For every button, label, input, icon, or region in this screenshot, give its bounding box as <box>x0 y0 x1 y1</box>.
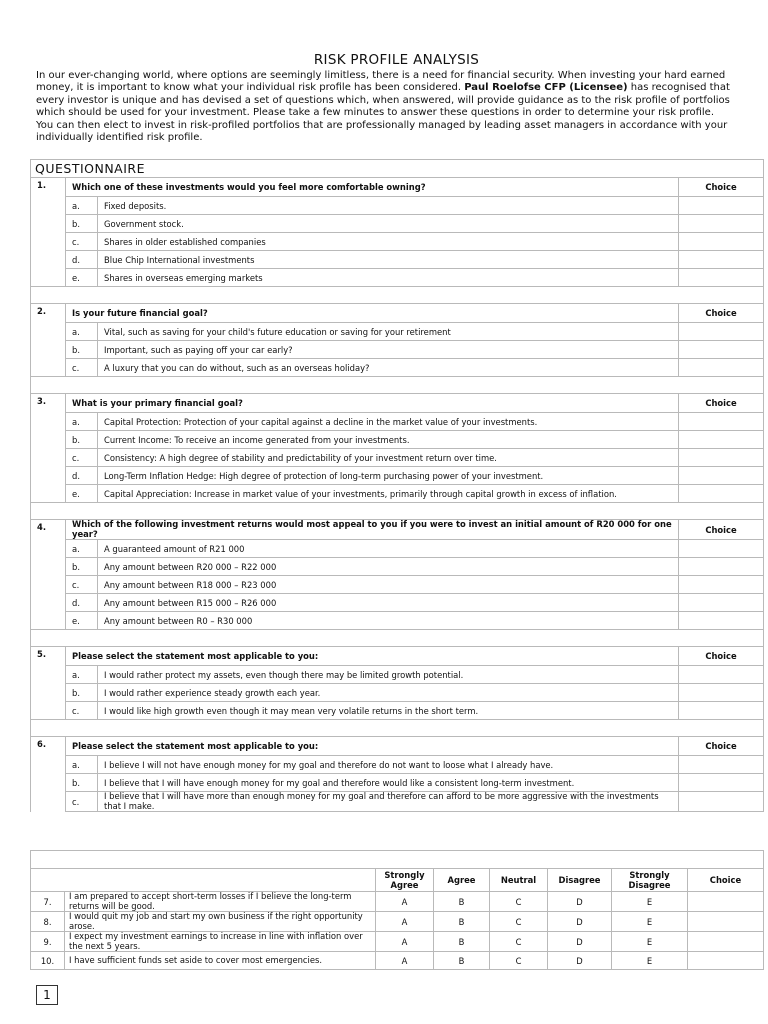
scale-row <box>31 952 764 970</box>
choice-cell[interactable] <box>679 323 764 341</box>
option-letter: b. <box>66 341 98 359</box>
option-text: A guaranteed amount of R21 000 <box>98 540 679 558</box>
option-text: I would rather experience steady growth each year. <box>98 684 679 702</box>
choice-header: Choice <box>679 394 764 413</box>
statement-number: 8. <box>31 912 65 932</box>
option-text: Shares in older established companies <box>98 233 679 251</box>
option-row <box>31 413 764 431</box>
scale-option[interactable]: E <box>612 952 688 970</box>
choice-cell[interactable] <box>679 431 764 449</box>
option-row <box>31 612 764 630</box>
question-text: Which one of these investments would you feel more comfortable owning? <box>66 178 679 197</box>
option-row <box>31 341 764 359</box>
question-row <box>31 520 764 540</box>
choice-header: Choice <box>679 178 764 197</box>
option-row <box>31 756 764 774</box>
option-text: Any amount between R15 000 – R26 000 <box>98 594 679 612</box>
option-letter: e. <box>66 485 98 503</box>
option-letter: d. <box>66 251 98 269</box>
scale-row <box>31 912 764 932</box>
scale-option[interactable]: D <box>548 892 612 912</box>
option-text: Blue Chip International investments <box>98 251 679 269</box>
scale-option[interactable]: E <box>612 912 688 932</box>
option-text: I would rather protect my assets, even though there may be limited growth potential. <box>98 666 679 684</box>
choice-cell[interactable] <box>679 341 764 359</box>
choice-cell[interactable] <box>688 932 764 952</box>
option-row <box>31 215 764 233</box>
choice-cell[interactable] <box>688 912 764 932</box>
blank-cell <box>31 851 764 869</box>
choice-cell[interactable] <box>679 576 764 594</box>
scale-option[interactable]: C <box>490 952 548 970</box>
scale-header: Disagree <box>548 869 612 892</box>
scale-option[interactable]: A <box>376 932 434 952</box>
question-number: 6. <box>31 737 66 812</box>
option-text: A luxury that you can do without, such as an overseas holiday? <box>98 359 679 377</box>
choice-cell[interactable] <box>679 413 764 431</box>
spacer-row <box>31 630 764 647</box>
statement-number: 7. <box>31 892 65 912</box>
option-letter: b. <box>66 774 98 792</box>
spacer-row <box>31 503 764 520</box>
scale-header: Choice <box>688 869 764 892</box>
option-row <box>31 774 764 792</box>
option-letter: a. <box>66 413 98 431</box>
choice-cell[interactable] <box>679 269 764 287</box>
choice-header: Choice <box>679 304 764 323</box>
option-row <box>31 485 764 503</box>
scale-row <box>31 932 764 952</box>
choice-cell[interactable] <box>679 666 764 684</box>
choice-cell[interactable] <box>679 215 764 233</box>
question-row <box>31 737 764 756</box>
spacer-cell <box>31 720 764 737</box>
option-row <box>31 269 764 287</box>
option-text: Consistency: A high degree of stability and predictability of your investment return over time. <box>98 449 679 467</box>
licensee-name: Paul Roelofse CFP (Licensee) <box>464 82 628 94</box>
scale-option[interactable]: A <box>376 952 434 970</box>
choice-cell[interactable] <box>679 594 764 612</box>
choice-cell[interactable] <box>679 558 764 576</box>
choice-cell[interactable] <box>679 792 764 812</box>
option-letter: c. <box>66 233 98 251</box>
option-letter: e. <box>66 269 98 287</box>
scale-option[interactable]: C <box>490 892 548 912</box>
scale-header: Strongly Disagree <box>612 869 688 892</box>
option-text: I would like high growth even though it may mean very volatile returns in the short term. <box>98 702 679 720</box>
option-row <box>31 576 764 594</box>
question-number: 1. <box>31 178 66 287</box>
spacer-row <box>31 377 764 394</box>
scale-option[interactable]: D <box>548 912 612 932</box>
question-text: Please select the statement most applicable to you: <box>66 647 679 666</box>
choice-cell[interactable] <box>679 359 764 377</box>
question-text: What is your primary financial goal? <box>66 394 679 413</box>
spacer-cell <box>31 287 764 304</box>
option-letter: a. <box>66 666 98 684</box>
statement-number: 9. <box>31 932 65 952</box>
choice-cell[interactable] <box>679 702 764 720</box>
option-letter: d. <box>66 594 98 612</box>
option-row <box>31 467 764 485</box>
question-number: 4. <box>31 520 66 630</box>
scale-option[interactable]: A <box>376 892 434 912</box>
option-row <box>31 323 764 341</box>
option-letter: c. <box>66 449 98 467</box>
option-row <box>31 558 764 576</box>
question-text: Which of the following investment returns would most appeal to you if you were to invest an initial amount of R20 000 for one year? <box>66 520 679 540</box>
scale-option[interactable]: A <box>376 912 434 932</box>
spacer-cell <box>31 377 764 394</box>
option-text: Long-Term Inflation Hedge: High degree of protection of long-term purchasing power of your investment. <box>98 467 679 485</box>
option-text: Government stock. <box>98 215 679 233</box>
option-text: Important, such as paying off your car early? <box>98 341 679 359</box>
option-text: Any amount between R18 000 – R23 000 <box>98 576 679 594</box>
option-letter: c. <box>66 702 98 720</box>
statement-number: 10. <box>31 952 65 970</box>
spacer-cell <box>31 630 764 647</box>
option-letter: c. <box>66 792 98 812</box>
scale-option[interactable]: E <box>612 892 688 912</box>
choice-header: Choice <box>679 520 764 540</box>
spacer-cell <box>31 503 764 520</box>
option-row <box>31 792 764 812</box>
option-letter: e. <box>66 612 98 630</box>
option-letter: b. <box>66 431 98 449</box>
intro-paragraph <box>36 70 731 144</box>
statement-text: I am prepared to accept short-term losses if I believe the long-term returns will be good. <box>65 892 376 912</box>
questionnaire-table <box>30 159 764 812</box>
question-number: 5. <box>31 647 66 720</box>
intro-text-start: In our ever-changing world, where options are seemingly limitless, there is a need for financial security. When investing your hard earned money, it is important to know what your individual risk profile has been considered. <box>36 70 726 94</box>
statement-text: I have sufficient funds set aside to cover most emergencies. <box>65 952 376 970</box>
choice-cell[interactable] <box>688 892 764 912</box>
agreement-scale-table <box>30 850 764 970</box>
option-letter: d. <box>66 467 98 485</box>
option-text: Current Income: To receive an income generated from your investments. <box>98 431 679 449</box>
questionnaire-title-row <box>31 160 764 178</box>
choice-cell[interactable] <box>679 774 764 792</box>
option-row <box>31 233 764 251</box>
option-letter: a. <box>66 756 98 774</box>
option-text: I believe that I will have more than enough money for my goal and therefore can afford to be more aggressive with the investments that I make. <box>98 792 679 812</box>
question-row <box>31 304 764 323</box>
scale-option[interactable]: D <box>548 932 612 952</box>
scale-header-row <box>31 869 764 892</box>
option-row <box>31 251 764 269</box>
choice-cell[interactable] <box>679 684 764 702</box>
option-row <box>31 197 764 215</box>
scale-option[interactable]: B <box>434 892 490 912</box>
option-row <box>31 431 764 449</box>
scale-option[interactable]: B <box>434 952 490 970</box>
question-number: 2. <box>31 304 66 377</box>
option-row <box>31 666 764 684</box>
option-letter: a. <box>66 323 98 341</box>
option-text: Capital Appreciation: Increase in market value of your investments, primarily through capital growth in excess of inflation. <box>98 485 679 503</box>
question-number: 3. <box>31 394 66 503</box>
option-text: Shares in overseas emerging markets <box>98 269 679 287</box>
choice-header: Choice <box>679 737 764 756</box>
scale-header: Neutral <box>490 869 548 892</box>
spacer-row <box>31 720 764 737</box>
option-letter: a. <box>66 540 98 558</box>
question-row <box>31 394 764 413</box>
choice-cell[interactable] <box>679 197 764 215</box>
choice-cell[interactable] <box>688 952 764 970</box>
question-text: Is your future financial goal? <box>66 304 679 323</box>
choice-cell[interactable] <box>679 612 764 630</box>
option-text: Any amount between R0 – R30 000 <box>98 612 679 630</box>
choice-cell[interactable] <box>679 233 764 251</box>
option-text: Capital Protection: Protection of your capital against a decline in the market value of your investments. <box>98 413 679 431</box>
choice-cell[interactable] <box>679 449 764 467</box>
scale-header: Agree <box>434 869 490 892</box>
option-letter: c. <box>66 359 98 377</box>
scale-option[interactable]: B <box>434 912 490 932</box>
scale-option[interactable]: C <box>490 932 548 952</box>
scale-option[interactable]: C <box>490 912 548 932</box>
option-row <box>31 359 764 377</box>
question-row <box>31 647 764 666</box>
option-letter: a. <box>66 197 98 215</box>
choice-header: Choice <box>679 647 764 666</box>
document-header <box>30 52 763 144</box>
statement-text: I would quit my job and start my own business if the right opportunity arose. <box>65 912 376 932</box>
question-row <box>31 178 764 197</box>
choice-cell[interactable] <box>679 485 764 503</box>
scale-header: Strongly Agree <box>376 869 434 892</box>
scale-blank-row <box>31 851 764 869</box>
option-text: Any amount between R20 000 – R22 000 <box>98 558 679 576</box>
option-row <box>31 540 764 558</box>
statement-text: I expect my investment earnings to increase in line with inflation over the next 5 years. <box>65 932 376 952</box>
choice-cell[interactable] <box>679 251 764 269</box>
scale-option[interactable]: B <box>434 932 490 952</box>
choice-cell[interactable] <box>679 540 764 558</box>
page-title: RISK PROFILE ANALYSIS <box>313 52 480 68</box>
intro-text-end: has recognised that every investor is unique and has devised a set of questions which, when answered, will provide guidance as to the risk profile of portfolios which should be used for your investment. Please take a few minutes to answer these questions in order to determine your risk profile. You can then elect to invest in risk-profiled portfolios that are professionally managed by leading asset managers in accordance with your individually identified risk profile. <box>36 82 730 144</box>
spacer-row <box>31 287 764 304</box>
option-row <box>31 594 764 612</box>
section-title: QUESTIONNAIRE <box>31 160 764 178</box>
option-text: I believe that I will have enough money for my goal and therefore would like a consistent long-term investment. <box>98 774 679 792</box>
choice-cell[interactable] <box>679 467 764 485</box>
option-letter: b. <box>66 684 98 702</box>
option-text: I believe I will not have enough money for my goal and therefore do not want to loose what I already have. <box>98 756 679 774</box>
option-row <box>31 449 764 467</box>
option-text: Vital, such as saving for your child's future education or saving for your retirement <box>98 323 679 341</box>
option-text: Fixed deposits. <box>98 197 679 215</box>
option-row <box>31 684 764 702</box>
scale-row <box>31 892 764 912</box>
option-row <box>31 702 764 720</box>
choice-cell[interactable] <box>679 756 764 774</box>
scale-option[interactable]: D <box>548 952 612 970</box>
option-letter: b. <box>66 558 98 576</box>
option-letter: c. <box>66 576 98 594</box>
option-letter: b. <box>66 215 98 233</box>
scale-option[interactable]: E <box>612 932 688 952</box>
page-number: 1 <box>36 985 58 1005</box>
blank-header-cell <box>31 869 376 892</box>
question-text: Please select the statement most applicable to you: <box>66 737 679 756</box>
